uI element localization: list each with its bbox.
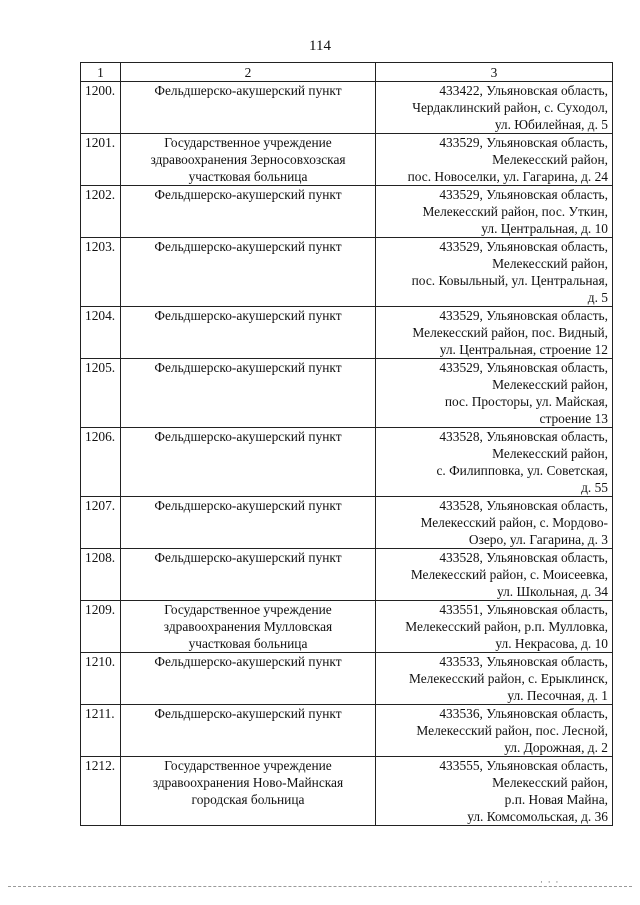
institution-name-line: здравоохранения Зерносовхозская	[150, 152, 346, 167]
institution-name-line: Фельдшерско-акушерский пункт	[154, 308, 342, 323]
address-line: ул. Песочная, д. 1	[507, 688, 608, 703]
address-line: Мелекесский район, р.п. Мулловка,	[405, 619, 608, 634]
address-line: ул. Дорожная, д. 2	[504, 740, 608, 755]
address-line: 433529, Ульяновская область,	[439, 308, 608, 323]
address-line: Мелекесский район, с. Ерыклинск,	[408, 671, 608, 686]
institution-name	[121, 82, 376, 134]
address-line: пос. Новоселки, ул. Гагарина, д. 24	[407, 169, 608, 184]
row-number: 1205.	[81, 359, 121, 428]
address-line: 433529, Ульяновская область,	[439, 360, 608, 375]
row-number: 1209.	[81, 601, 121, 653]
row-number: 1200.	[81, 82, 121, 134]
address-line: д. 5	[587, 290, 608, 305]
address-line: Мелекесский район, пос. Лесной,	[416, 723, 608, 738]
row-number: 1208.	[81, 549, 121, 601]
address-line: Мелекесский район,	[492, 377, 608, 392]
table-row	[81, 705, 613, 757]
address-line: Мелекесский район, пос. Видный,	[412, 325, 608, 340]
table-row	[81, 497, 613, 549]
institution-address	[376, 359, 613, 428]
header-row	[81, 63, 613, 82]
institution-name-line: Фельдшерско-акушерский пункт	[154, 239, 342, 254]
table-body	[81, 82, 613, 826]
institution-name-line: Фельдшерско-акушерский пункт	[154, 360, 342, 375]
institution-address	[376, 428, 613, 497]
address-line: 433529, Ульяновская область,	[439, 187, 608, 202]
institution-address	[376, 757, 613, 826]
address-line: Мелекесский район, с. Моисеевка,	[410, 567, 608, 582]
institution-address	[376, 705, 613, 757]
institution-name-line: Государственное учреждение	[164, 758, 332, 773]
institution-name-line: Фельдшерско-акушерский пункт	[154, 706, 342, 721]
institution-name	[121, 186, 376, 238]
institution-name-line: Фельдшерско-акушерский пункт	[154, 550, 342, 565]
address-line: д. 55	[581, 480, 608, 495]
column-header-number: 1	[81, 63, 121, 82]
institution-address	[376, 307, 613, 359]
page-number: 114	[309, 38, 331, 54]
institutions-table	[80, 62, 613, 826]
institution-name	[121, 601, 376, 653]
institution-name	[121, 359, 376, 428]
row-number: 1201.	[81, 134, 121, 186]
institution-name	[121, 705, 376, 757]
address-line: ул. Центральная, д. 10	[481, 221, 608, 236]
row-number: 1204.	[81, 307, 121, 359]
table-row	[81, 757, 613, 826]
address-line: 433533, Ульяновская область,	[439, 654, 608, 669]
address-line: 433422, Ульяновская область,	[439, 83, 608, 98]
address-line: ул. Центральная, строение 12	[439, 342, 608, 357]
institution-address	[376, 601, 613, 653]
institution-address	[376, 497, 613, 549]
institution-address	[376, 653, 613, 705]
address-line: строение 13	[539, 411, 608, 426]
institution-name-line: здравоохранения Ново-Майнская	[152, 775, 344, 790]
institution-name	[121, 238, 376, 307]
address-line: 433529, Ульяновская область,	[439, 135, 608, 150]
institution-address	[376, 186, 613, 238]
institution-name-line: Фельдшерско-акушерский пункт	[154, 83, 342, 98]
institution-address	[376, 82, 613, 134]
institution-name-line: Государственное учреждение	[164, 135, 332, 150]
institution-name	[121, 757, 376, 826]
institution-address	[376, 238, 613, 307]
institution-name-line: Фельдшерско-акушерский пункт	[154, 429, 342, 444]
row-number: 1210.	[81, 653, 121, 705]
address-line: Мелекесский район,	[492, 152, 608, 167]
address-line: Мелекесский район, с. Мордово-	[420, 515, 608, 530]
institution-address	[376, 134, 613, 186]
table-row	[81, 134, 613, 186]
table-row	[81, 238, 613, 307]
address-line: ул. Некрасова, д. 10	[495, 636, 608, 651]
address-line: пос. Просторы, ул. Майская,	[444, 394, 608, 409]
address-line: Мелекесский район,	[492, 446, 608, 461]
address-line: 433551, Ульяновская область,	[439, 602, 608, 617]
row-number: 1212.	[81, 757, 121, 826]
address-line: ул. Школьная, д. 34	[497, 584, 608, 599]
address-line: Чердаклинский район, с. Суходол,	[412, 100, 608, 115]
institution-name-line: участковая больница	[188, 169, 308, 184]
institution-name	[121, 549, 376, 601]
address-line: 433528, Ульяновская область,	[439, 498, 608, 513]
row-number: 1211.	[81, 705, 121, 757]
address-line: ул. Юбилейная, д. 5	[494, 117, 608, 132]
table-row	[81, 653, 613, 705]
table-row	[81, 428, 613, 497]
row-number: 1202.	[81, 186, 121, 238]
scan-mark: · · ·	[540, 878, 560, 888]
institution-address	[376, 549, 613, 601]
institution-name-line: городская больница	[191, 792, 305, 807]
institution-name-line: Фельдшерско-акушерский пункт	[154, 498, 342, 513]
table-header	[81, 63, 613, 82]
institution-name	[121, 134, 376, 186]
address-line: пос. Ковыльный, ул. Центральная,	[411, 273, 608, 288]
column-header-name: 2	[121, 63, 376, 82]
address-line: 433528, Ульяновская область,	[439, 429, 608, 444]
address-line: 433536, Ульяновская область,	[439, 706, 608, 721]
institution-name-line: здравоохранения Мулловская	[163, 619, 333, 634]
institution-name-line: Государственное учреждение	[164, 602, 332, 617]
address-line: 433555, Ульяновская область,	[439, 758, 608, 773]
address-line: р.п. Новая Майна,	[504, 792, 608, 807]
table-row	[81, 601, 613, 653]
institution-name-line: участковая больница	[188, 636, 308, 651]
institution-name	[121, 497, 376, 549]
address-line: с. Филипповка, ул. Советская,	[436, 463, 608, 478]
table-row	[81, 359, 613, 428]
table-row	[81, 186, 613, 238]
row-number: 1203.	[81, 238, 121, 307]
institution-name-line: Фельдшерско-акушерский пункт	[154, 654, 342, 669]
address-line: 433528, Ульяновская область,	[439, 550, 608, 565]
address-line: Мелекесский район,	[492, 256, 608, 271]
institution-name	[121, 653, 376, 705]
address-line: Мелекесский район, пос. Уткин,	[422, 204, 608, 219]
address-line: ул. Комсомольская, д. 36	[467, 809, 608, 824]
institution-name-line: Фельдшерско-акушерский пункт	[154, 187, 342, 202]
institution-name	[121, 307, 376, 359]
table-row	[81, 82, 613, 134]
address-line: 433529, Ульяновская область,	[439, 239, 608, 254]
institution-name	[121, 428, 376, 497]
bottom-dashed-rule	[8, 886, 632, 887]
table-row	[81, 307, 613, 359]
row-number: 1206.	[81, 428, 121, 497]
column-header-address: 3	[376, 63, 613, 82]
table-row	[81, 549, 613, 601]
address-line: Озеро, ул. Гагарина, д. 3	[468, 532, 608, 547]
address-line: Мелекесский район,	[492, 775, 608, 790]
row-number: 1207.	[81, 497, 121, 549]
